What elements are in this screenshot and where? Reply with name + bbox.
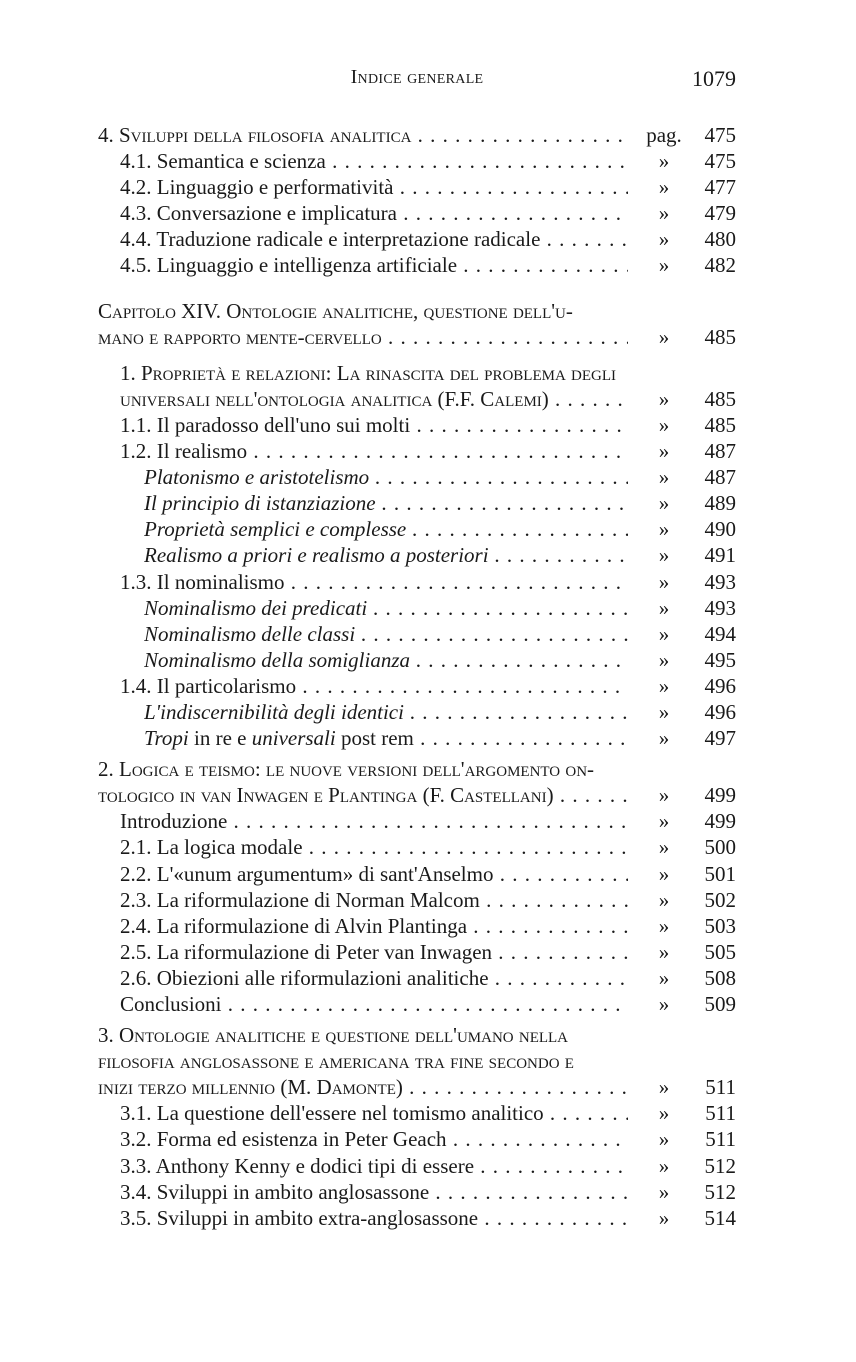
toc-page-marker: » xyxy=(658,491,670,516)
toc-entry xyxy=(98,939,736,965)
toc-entry-title: 1.1. Il paradosso dell'uno sui molti . . . xyxy=(120,412,628,438)
toc-page-number: 475 xyxy=(704,149,736,174)
toc-title-fragment: post rem xyxy=(335,726,414,751)
toc-page-marker: » xyxy=(658,621,670,646)
toc-page-marker: » xyxy=(658,227,670,252)
toc-entry xyxy=(98,386,736,412)
toc-entry-title: 1.2. Il realismo . . . xyxy=(120,438,628,464)
toc-page-number: 477 xyxy=(704,175,736,200)
toc-entry xyxy=(98,122,736,148)
toc-page-number: 496 xyxy=(704,673,736,698)
toc-entry xyxy=(98,1205,736,1231)
toc-entry-title: tologico in van Inwagen e Plantinga (F. Castellani) . . . xyxy=(98,782,628,808)
toc-entry-title: 1.3. Il nominalismo . . . xyxy=(120,569,628,595)
toc-entry-title: 1.4. Il particolarismo . . . xyxy=(120,673,628,699)
table-of-contents xyxy=(98,122,736,1231)
toc-entry xyxy=(98,965,736,991)
toc-page-number: 493 xyxy=(704,595,736,620)
toc-page-marker: » xyxy=(658,992,670,1016)
toc-entry xyxy=(98,1153,736,1179)
toc-entry xyxy=(98,861,736,887)
toc-page-marker: » xyxy=(658,835,670,860)
toc-page-marker: » xyxy=(658,1205,670,1230)
toc-page-number: 508 xyxy=(704,965,736,990)
toc-entry-title xyxy=(144,725,628,751)
toc-entry-title: 4.3. Conversazione e implicatura . . . xyxy=(120,200,628,226)
toc-page-number: 497 xyxy=(704,726,736,751)
toc-heading-line xyxy=(98,360,736,386)
toc-heading-line xyxy=(98,1022,736,1048)
toc-page-number: 485 xyxy=(704,324,736,349)
running-head xyxy=(98,66,736,96)
toc-entry-title: inizi terzo millennio (M. Damonte) . . . xyxy=(98,1074,628,1100)
toc-entry xyxy=(98,621,736,647)
toc-page-number: 503 xyxy=(704,913,736,938)
toc-entry xyxy=(98,1126,736,1152)
toc-page-number: 495 xyxy=(704,647,736,672)
toc-entry-title: 2. Logica e teismo: le nuove versioni dell'argomento on- xyxy=(98,757,595,782)
toc-entry xyxy=(98,834,736,860)
toc-entry-title: Realismo a priori e realismo a posteriori . . . xyxy=(144,542,628,568)
toc-page-number: 487 xyxy=(704,465,736,490)
toc-page-marker: » xyxy=(658,201,670,226)
toc-page-number: 512 xyxy=(704,1153,736,1178)
toc-page-number: 489 xyxy=(704,491,736,516)
toc-entry xyxy=(98,1179,736,1205)
toc-entry-title: Proprietà semplici e complesse . . . xyxy=(144,516,628,542)
toc-page-marker: » xyxy=(658,386,670,411)
toc-entry-title: 2.6. Obiezioni alle riformulazioni analitiche . . . xyxy=(120,965,628,991)
toc-page-marker: » xyxy=(658,517,670,542)
toc-entry xyxy=(98,673,736,699)
toc-page-number: 511 xyxy=(705,1075,736,1100)
toc-entry xyxy=(98,226,736,252)
toc-entry-title: Introduzione . . . xyxy=(120,808,628,834)
toc-page-marker: » xyxy=(658,861,670,886)
toc-entry-title: 2.2. L'«unum argumentum» di sant'Anselmo . . . xyxy=(120,861,628,887)
toc-page-marker: » xyxy=(658,887,670,912)
toc-entry xyxy=(98,324,736,350)
toc-title-fragment: universali xyxy=(251,726,336,751)
toc-entry-title: Platonismo e aristotelismo . . . xyxy=(144,464,628,490)
toc-entry xyxy=(98,595,736,621)
toc-page-marker: » xyxy=(658,595,670,620)
toc-page-number: 480 xyxy=(704,227,736,252)
toc-page-marker: » xyxy=(658,699,670,724)
toc-entry xyxy=(98,647,736,673)
toc-entry xyxy=(98,913,736,939)
toc-entry-title: Capitolo XIV. Ontologie analitiche, questione dell'u- xyxy=(98,298,573,323)
toc-entry-title: 3. Ontologie analitiche e questione dell'umano nella xyxy=(98,1023,569,1048)
toc-heading-line xyxy=(98,756,736,782)
toc-entry-title: Nominalismo dei predicati . . . xyxy=(144,595,628,621)
toc-page-marker: » xyxy=(658,726,670,751)
toc-entry xyxy=(98,1074,736,1100)
toc-page-number: 499 xyxy=(704,783,736,808)
toc-heading-line xyxy=(98,1048,736,1074)
toc-entry-title: 1. Proprietà e relazioni: La rinascita del problema degli xyxy=(120,360,617,385)
toc-entry-title: 3.5. Sviluppi in ambito extra-anglosassone . . . xyxy=(120,1205,628,1231)
toc-page-number: 487 xyxy=(704,439,736,464)
toc-entry-title: 2.1. La logica modale . . . xyxy=(120,834,628,860)
toc-page-marker: » xyxy=(658,253,670,278)
toc-page-marker: » xyxy=(658,543,670,568)
toc-entry xyxy=(98,200,736,226)
toc-entry xyxy=(98,887,736,913)
toc-entry-title: L'indiscernibilità degli identici . . . xyxy=(144,699,628,725)
toc-entry xyxy=(98,412,736,438)
toc-page-number: 511 xyxy=(705,1101,736,1126)
toc-entry xyxy=(98,252,736,278)
toc-page-marker: pag. xyxy=(646,123,682,147)
toc-page-marker: » xyxy=(658,809,670,834)
toc-page-marker: » xyxy=(658,569,670,594)
toc-page-marker: » xyxy=(658,465,670,490)
toc-entry-title: 2.5. La riformulazione di Peter van Inwagen . . . xyxy=(120,939,628,965)
toc-entry-title: 3.1. La questione dell'essere nel tomismo analitico . . . xyxy=(120,1100,628,1126)
toc-page-marker: » xyxy=(658,175,670,200)
toc-page-marker: » xyxy=(658,1153,670,1178)
toc-entry-title: 4.4. Traduzione radicale e interpretazione radicale . . . xyxy=(120,226,628,252)
toc-page-number: 502 xyxy=(704,887,736,912)
toc-entry xyxy=(98,148,736,174)
toc-page-number: 512 xyxy=(704,1179,736,1204)
toc-entry-title: 4.2. Linguaggio e performatività . . . xyxy=(120,174,628,200)
toc-page-marker: » xyxy=(658,1075,670,1100)
toc-entry xyxy=(98,174,736,200)
toc-entry xyxy=(98,699,736,725)
toc-page-marker: » xyxy=(658,965,670,990)
toc-entry-title: Nominalismo della somiglianza . . . xyxy=(144,647,628,673)
toc-page-marker: » xyxy=(658,1127,670,1152)
toc-entry-title: 3.3. Anthony Kenny e dodici tipi di essere . . . xyxy=(120,1153,628,1179)
page-number: 1079 xyxy=(692,66,736,91)
toc-entry xyxy=(98,808,736,834)
toc-entry-title: 2.4. La riformulazione di Alvin Plantinga . . . xyxy=(120,913,628,939)
toc-page-number: 475 xyxy=(704,123,736,147)
toc-entry-title: Il principio di istanziazione . . . xyxy=(144,490,628,516)
toc-entry-title: mano e rapporto mente-cervello . . . xyxy=(98,324,628,350)
toc-entry-title: Conclusioni . . . xyxy=(120,991,628,1017)
toc-page-marker: » xyxy=(658,324,670,349)
toc-entry xyxy=(98,542,736,568)
toc-page-number: 505 xyxy=(704,939,736,964)
toc-entry xyxy=(98,782,736,808)
toc-page-number: 490 xyxy=(704,517,736,542)
running-head-title: Indice generale xyxy=(350,66,484,88)
toc-title-fragment: Tropi xyxy=(144,726,189,751)
toc-entry xyxy=(98,438,736,464)
toc-page-number: 491 xyxy=(704,543,736,568)
toc-entry-title: 4. Sviluppi della filosofia analitica . . . xyxy=(98,122,628,148)
toc-entry-title: universali nell'ontologia analitica (F.F. Calemi) . . . xyxy=(120,386,628,412)
toc-page-number: 500 xyxy=(704,835,736,860)
toc-page-number: 493 xyxy=(704,569,736,594)
toc-page-number: 479 xyxy=(704,201,736,226)
toc-page-number: 511 xyxy=(705,1127,736,1152)
toc-page-number: 509 xyxy=(704,992,736,1016)
toc-heading-line xyxy=(98,298,736,324)
toc-entry xyxy=(98,725,736,751)
toc-page-marker: » xyxy=(658,1101,670,1126)
toc-page-marker: » xyxy=(658,783,670,808)
toc-page-number: 501 xyxy=(704,861,736,886)
toc-page-marker: » xyxy=(658,439,670,464)
toc-entry xyxy=(98,991,736,1017)
toc-entry xyxy=(98,516,736,542)
toc-entry-title: 3.4. Sviluppi in ambito anglosassone . . . xyxy=(120,1179,628,1205)
toc-page-marker: » xyxy=(658,647,670,672)
toc-page-number: 494 xyxy=(704,621,736,646)
toc-entry xyxy=(98,569,736,595)
toc-page-marker: » xyxy=(658,1179,670,1204)
toc-entry-title: 3.2. Forma ed esistenza in Peter Geach . . . xyxy=(120,1126,628,1152)
toc-page-number: 496 xyxy=(704,699,736,724)
toc-title-fragment: in re e xyxy=(188,726,252,751)
toc-page-marker: » xyxy=(658,939,670,964)
toc-page-marker: » xyxy=(658,412,670,437)
toc-page-marker: » xyxy=(658,149,670,174)
toc-entry-title: Nominalismo delle classi . . . xyxy=(144,621,628,647)
toc-entry-title: 2.3. La riformulazione di Norman Malcom . . . xyxy=(120,887,628,913)
toc-page-number: 485 xyxy=(704,386,736,411)
toc-page-number: 482 xyxy=(704,253,736,278)
spacer xyxy=(98,350,736,360)
toc-page-marker: » xyxy=(658,673,670,698)
toc-entry xyxy=(98,464,736,490)
toc-page-number: 514 xyxy=(704,1205,736,1230)
toc-page-number: 485 xyxy=(704,412,736,437)
toc-page-number: 499 xyxy=(704,809,736,834)
toc-entry-title: 4.5. Linguaggio e intelligenza artificiale . . . xyxy=(120,252,628,278)
toc-entry-title: 4.1. Semantica e scienza . . . xyxy=(120,148,628,174)
spacer xyxy=(98,279,736,298)
toc-entry xyxy=(98,490,736,516)
toc-page-marker: » xyxy=(658,913,670,938)
toc-entry xyxy=(98,1100,736,1126)
toc-entry-title: filosofia anglosassone e americana tra fine secondo e xyxy=(98,1049,574,1074)
